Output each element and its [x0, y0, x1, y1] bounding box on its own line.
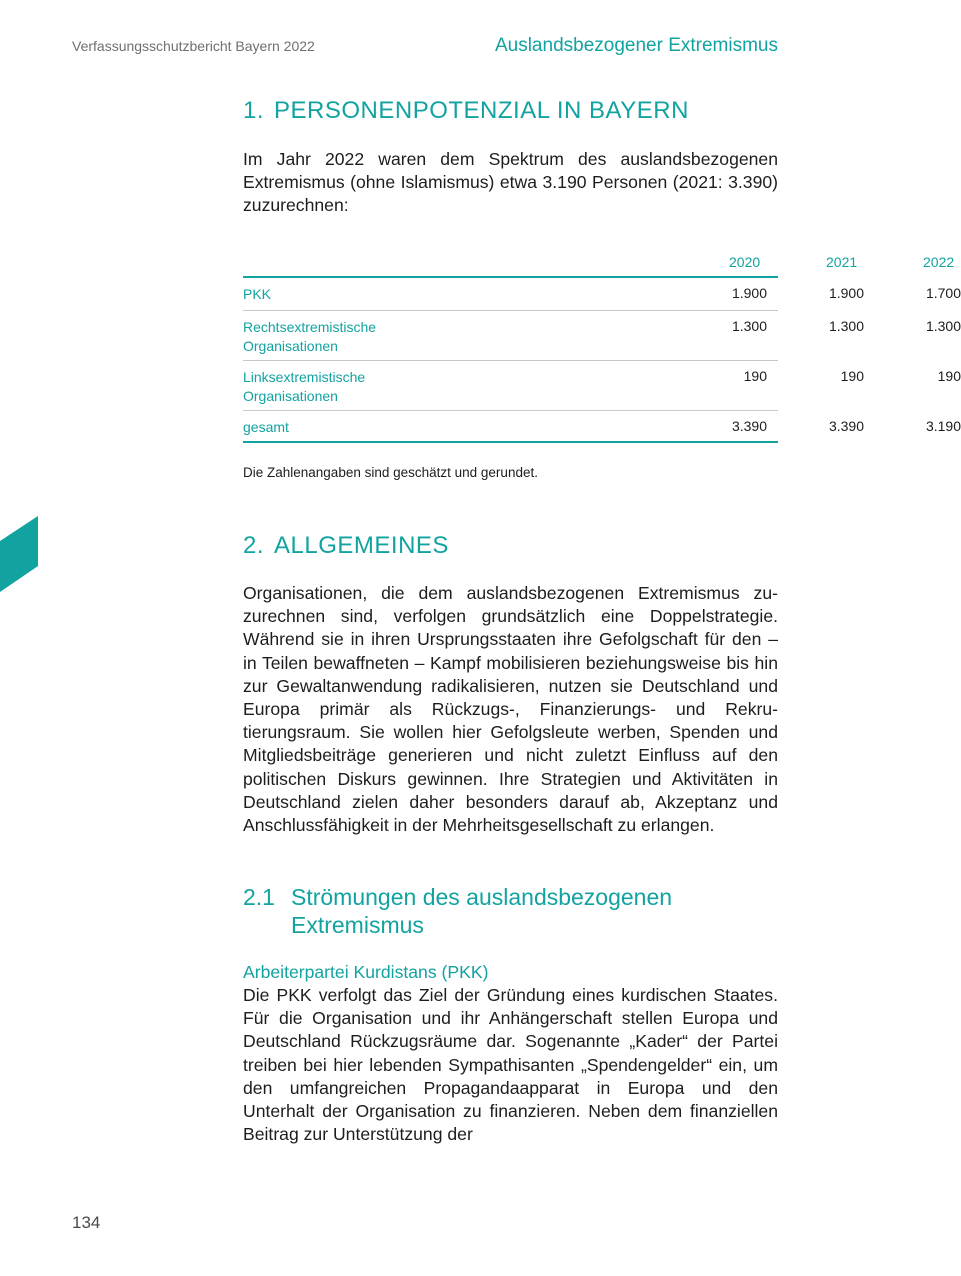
table-footnote: Die Zahlenangaben sind geschätzt und gerundet.	[243, 465, 538, 480]
table-cell: 1.300	[731, 318, 767, 334]
subsection-number: 2.1	[243, 884, 275, 910]
table-column-header: 2021	[826, 254, 858, 270]
table-cell: 1.900	[731, 285, 767, 301]
table-cell: 1.900	[828, 285, 864, 301]
running-header-chapter: Auslandsbezogener Extremismus	[494, 35, 778, 56]
row-label: Linksextremistische Organisationen	[243, 369, 366, 404]
row-label: PKK	[243, 286, 272, 302]
decorative-teal-shape	[0, 516, 38, 592]
table-cell: 190	[937, 368, 961, 384]
table-cell: 3.190	[925, 418, 961, 434]
subsection-title: Strömungen des auslandsbezogenen Extremismus	[291, 884, 673, 938]
section-title: PERSONENPOTENZIAL IN BAYERN	[274, 97, 689, 124]
page-number: 134	[72, 1213, 101, 1232]
table-cell: 3.390	[731, 418, 767, 434]
section-title: ALLGEMEINES	[274, 532, 449, 559]
section-heading-1	[243, 97, 778, 125]
subsection-heading	[243, 883, 778, 939]
pkk-paragraph: Die PKK verfolgt das Ziel der Gründung eines kurdischen Staates. Für die Organisation und ihr Anhängerschaft stellen Europa und Deutschland Rückzugsräume dar. Sogenannte „Kader“ der Partei treiben bei hier lebenden Sympathisanten „Spendengelder“ ein, um den umfangreichen Propagandaapparat in Europa und den Unterhalt der Organisation zu finanzieren. Neben dem finanziellen Beitrag zur Unterstützung der	[243, 985, 778, 1145]
general-paragraph: Organisationen, die dem auslandsbezogenen Extremismus zuzurechnen sind, verfolgen grundsätzlich eine Doppelstrategie. Während sie in ihren Ursprungsstaaten ihre Gefolgschaft für den – in Teilen bewaffneten – Kampf mobilisieren beziehungsweise bis hin zur Gewaltanwendung radikalisieren, nutzen sie Deutschland und Europa primär als Rückzugs-, Finanzierungs- und Rekrutierungsraum. Sie wollen hier Gefolgsleute werben, Spenden und Mitgliedsbeiträge generieren und nicht zuletzt Einfluss auf den politischen Diskurs gewinnen. Ihre Strategien und Aktivitäten in Deutschland zielen daher besonders darauf ab, Akzeptanz und Anschlussfähigkeit in der Mehrheitsgesellschaft zu erlangen.	[243, 583, 778, 836]
table-row-total	[243, 411, 961, 443]
organization-heading: Arbeiterpartei Kurdistans (PKK)	[243, 962, 489, 982]
table-cell: 1.700	[925, 285, 961, 301]
table-cell: 1.300	[925, 318, 961, 334]
table-row	[243, 311, 961, 361]
row-label: Rechtsextremistische Organisationen	[243, 319, 377, 354]
table-header-row	[243, 252, 955, 278]
table-column-header: 2022	[923, 254, 955, 270]
table-cell: 190	[840, 368, 864, 384]
table-cell: 190	[743, 368, 767, 384]
table-row	[243, 361, 961, 411]
section-number: 2.	[243, 532, 265, 559]
table-cell: 3.390	[828, 418, 864, 434]
running-header-title: Verfassungsschutzbericht Bayern 2022	[72, 38, 315, 54]
table-column-header: 2020	[729, 254, 761, 270]
table-cell: 1.300	[828, 318, 864, 334]
person-potential-table	[243, 252, 961, 443]
section-number: 1.	[243, 97, 265, 124]
section-heading-2	[243, 532, 778, 560]
row-label: gesamt	[243, 419, 289, 435]
table-row	[243, 278, 961, 311]
intro-paragraph: Im Jahr 2022 waren dem Spektrum des auslandsbezogenen Extremismus (ohne Islamismus) etwa 3.190 Personen (2021: 3.390) zuzurechnen:	[243, 149, 778, 216]
